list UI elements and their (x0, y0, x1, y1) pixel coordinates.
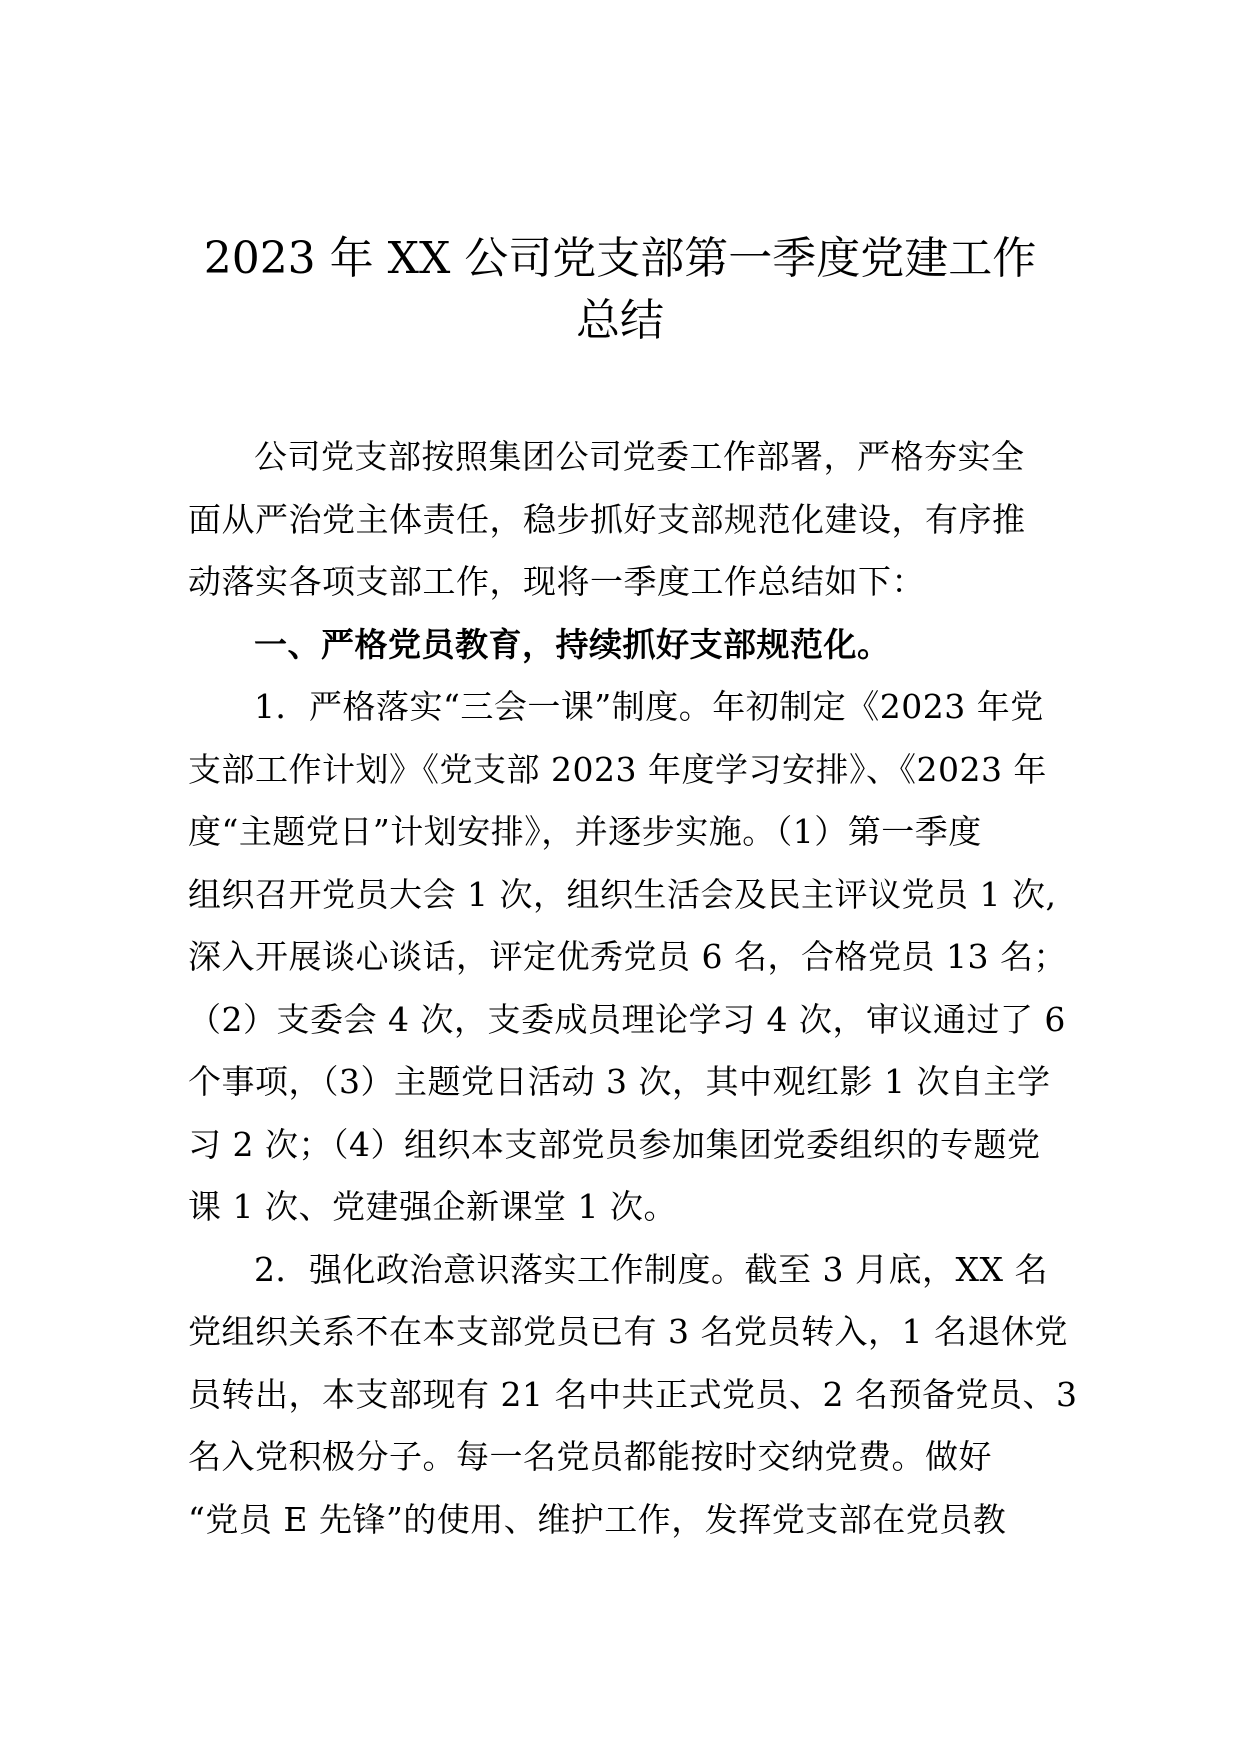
text-line: “党员 E 先锋”的使用、维护工作，发挥党支部在党员教 (188, 1499, 1007, 1539)
document-title (150, 228, 1090, 352)
text-line: 深入开展谈心谈话，评定优秀党员 6 名，合格党员 13 名； (188, 937, 1067, 976)
document-body (188, 426, 1078, 1551)
item-1-paragraph (188, 676, 1067, 1239)
text-line: 党组织关系不在本支部党员已有 3 名党员转入，1 名退休党 (188, 1312, 1068, 1351)
text-line: 员转出，本支部现有 21 名中共正式党员、2 名预备党员、3 (188, 1374, 1078, 1414)
text-line: （2）支委会 4 次，支委成员理论学习 4 次，审议通过了 6 (188, 999, 1066, 1039)
text-line: 个事项，（3）主题党日活动 3 次，其中观红影 1 次自主学 (188, 1062, 1051, 1101)
text-line: 2．强化政治意识落实工作制度。截至 3 月底，XX 名 (254, 1249, 1048, 1289)
item-2-paragraph (188, 1239, 1078, 1552)
text-line: 1．严格落实“三会一课”制度。年初制定《2023 年党 (254, 687, 1044, 726)
title-line-1: 2023 年 XX 公司党支部第一季度党建工作 (203, 233, 1037, 284)
text-line: 名入党积极分子。每一名党员都能按时交纳党费。做好 (188, 1437, 992, 1476)
text-line: 支部工作计划》《党支部 2023 年度学习安排》、《2023 年 (188, 749, 1047, 789)
text-line: 动落实各项支部工作，现将一季度工作总结如下： (188, 562, 925, 601)
text-line: 公司党支部按照集团公司党委工作部署，严格夯实全 (254, 437, 1025, 476)
title-line-2: 总结 (576, 295, 664, 346)
text-line: 组织召开党员大会 1 次，组织生活会及民主评议党员 1 次, (188, 874, 1057, 914)
intro-paragraph (188, 426, 1052, 614)
text-line: 面从严治党主体责任，稳步抓好支部规范化建设，有序推 (188, 499, 1026, 539)
text-line: 课 1 次、党建强企新课堂 1 次。 (188, 1187, 677, 1226)
section-heading (188, 614, 1052, 677)
heading-line: 一、严格党员教育，持续抓好支部规范化。 (254, 624, 891, 664)
text-line: 习 2 次；（4）组织本支部党员参加集团党委组织的专题党 (188, 1124, 1041, 1164)
text-line: 度“主题党日”计划安排》，并逐步实施。（1）第一季度 (188, 812, 982, 851)
